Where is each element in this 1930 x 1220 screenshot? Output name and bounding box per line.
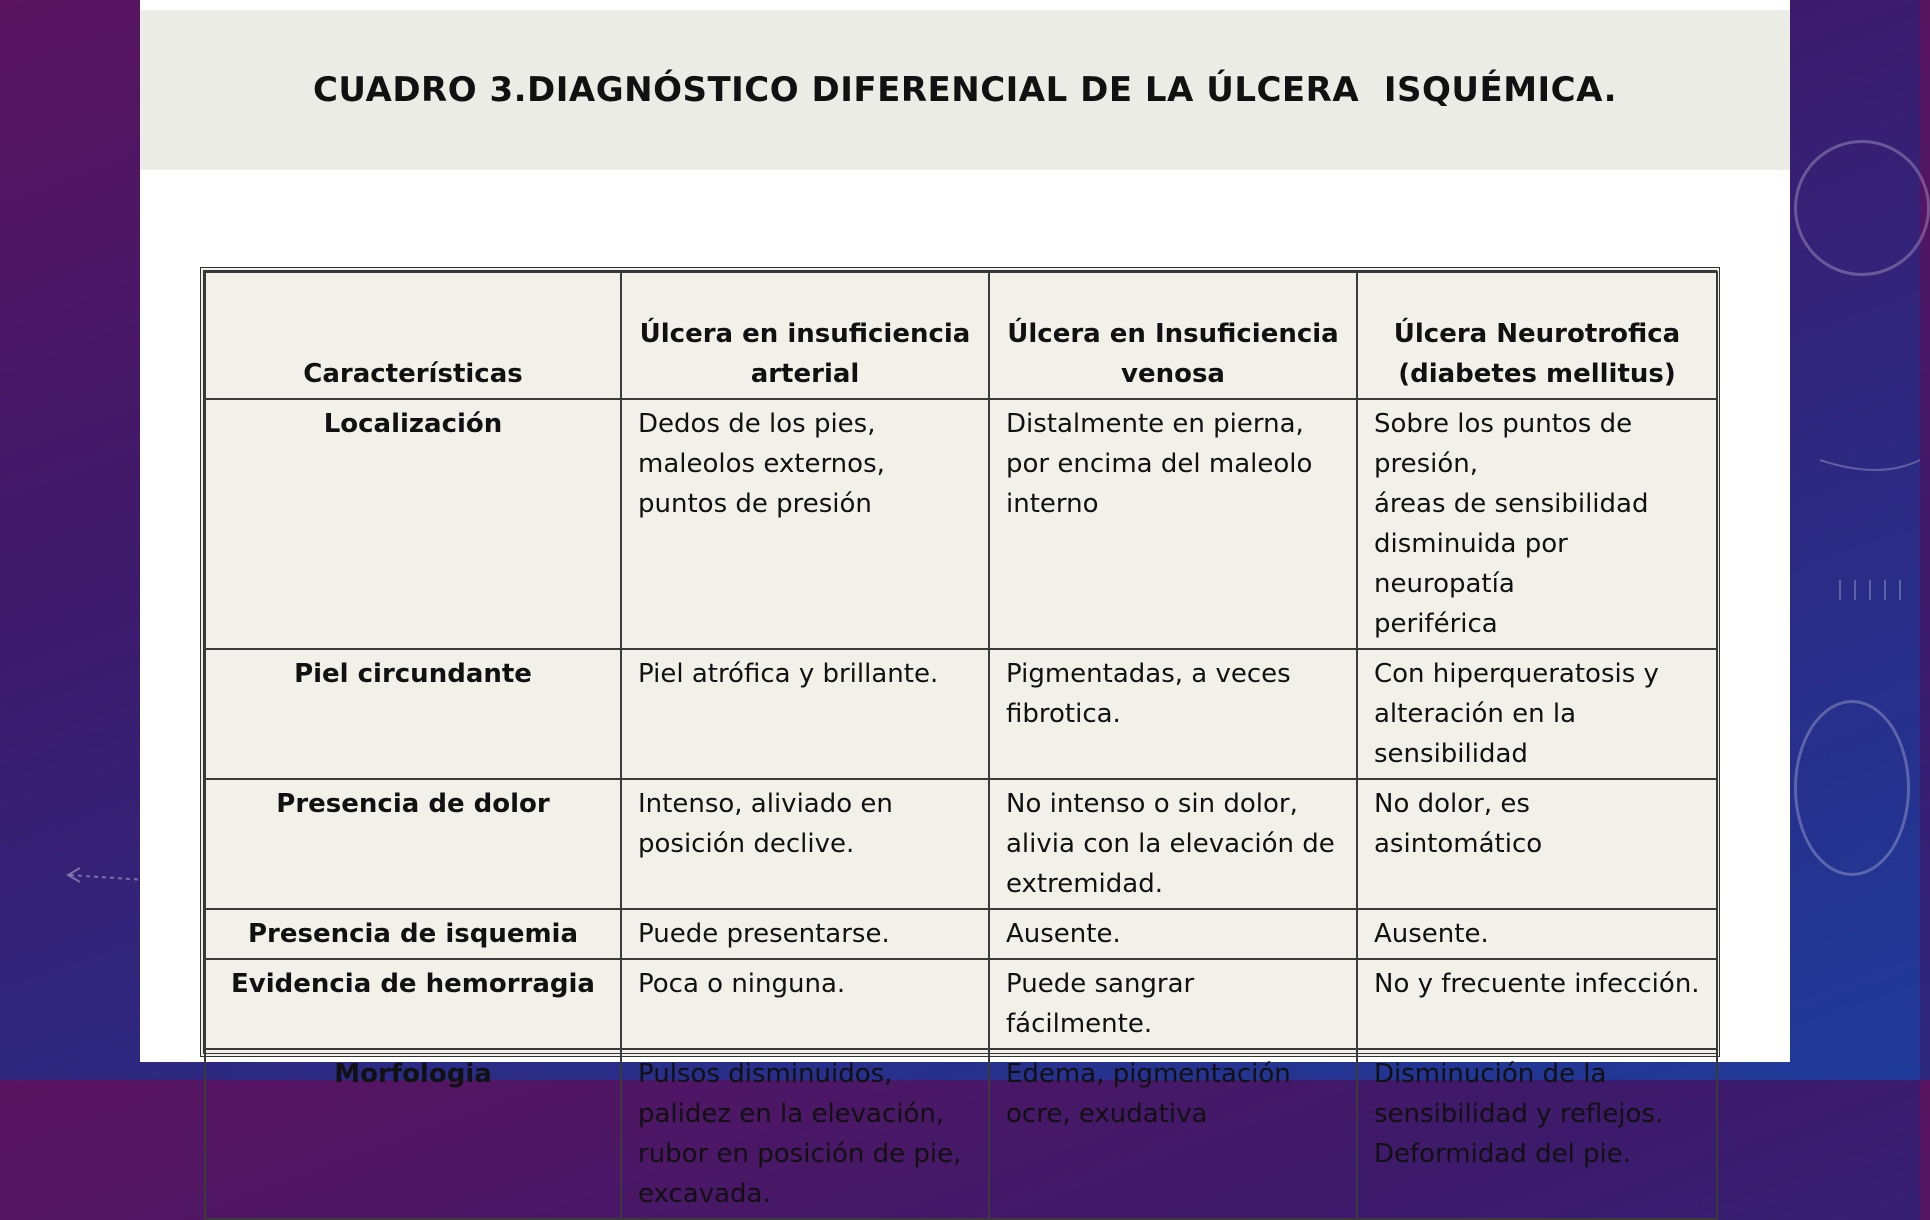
table-cell: No y frecuente infección. (1357, 959, 1717, 1049)
table (204, 271, 1718, 1220)
table-row (205, 909, 1717, 959)
table-row (205, 1049, 1717, 1219)
table-row (205, 399, 1717, 649)
table-header-row (205, 272, 1717, 399)
row-label: Presencia de isquemia (205, 909, 621, 959)
decorative-circle-top (1794, 140, 1930, 276)
table-cell: No intenso o sin dolor, alivia con la elevación de extremidad. (989, 779, 1357, 909)
table-cell: Pigmentadas, a veces fibrotica. (989, 649, 1357, 779)
table-cell: No dolor, es asintomático (1357, 779, 1717, 909)
decorative-arrow-left (60, 860, 150, 890)
header-ulcera-neurotrofica: Úlcera Neurotrofica (diabetes mellitus) (1357, 272, 1717, 399)
table-cell: Ausente. (989, 909, 1357, 959)
table-cell: Pulsos disminuidos, palidez en la elevación, rubor en posición de pie, excavada. (621, 1049, 989, 1219)
table-row (205, 649, 1717, 779)
table-cell: Intenso, aliviado en posición declive. (621, 779, 989, 909)
table-row (205, 779, 1717, 909)
row-label: Morfologia (205, 1049, 621, 1219)
decorative-circle-bottom (1794, 700, 1910, 876)
table-cell: Poca o ninguna. (621, 959, 989, 1049)
table-cell: Ausente. (1357, 909, 1717, 959)
table-cell: Disminución de la sensibilidad y reflejos. Deformidad del pie. (1357, 1049, 1717, 1219)
table-cell: Distalmente en pierna, por encima del maleolo interno (989, 399, 1357, 649)
row-label: Piel circundante (205, 649, 621, 779)
table-cell: Puede presentarse. (621, 909, 989, 959)
slide-title: CUADRO 3.DIAGNÓSTICO DIFERENCIAL DE LA ÚLCERA ISQUÉMICA. (312, 70, 1617, 110)
table-cell: Edema, pigmentación ocre, exudativa (989, 1049, 1357, 1219)
title-band (140, 10, 1790, 170)
table-row (205, 959, 1717, 1049)
table-cell: Sobre los puntos de presión, áreas de sensibilidad disminuida por neuropatía periférica (1357, 399, 1717, 649)
differential-diagnosis-table (200, 267, 1720, 1209)
table-cell: Piel atrófica y brillante. (621, 649, 989, 779)
header-caracteristicas: Características (205, 272, 621, 399)
row-label: Evidencia de hemorragia (205, 959, 621, 1049)
header-ulcera-arterial: Úlcera en insuficiencia arterial (621, 272, 989, 399)
slide-card (140, 0, 1790, 1209)
table-cell: Dedos de los pies, maleolos externos, puntos de presión (621, 399, 989, 649)
row-label: Presencia de dolor (205, 779, 621, 909)
table-cell: Con hiperqueratosis y alteración en la sensibilidad (1357, 649, 1717, 779)
header-ulcera-venosa: Úlcera en Insuficiencia venosa (989, 272, 1357, 399)
decorative-dial-lines (1800, 420, 1920, 660)
table-cell: Puede sangrar fácilmente. (989, 959, 1357, 1049)
row-label: Localización (205, 399, 621, 649)
